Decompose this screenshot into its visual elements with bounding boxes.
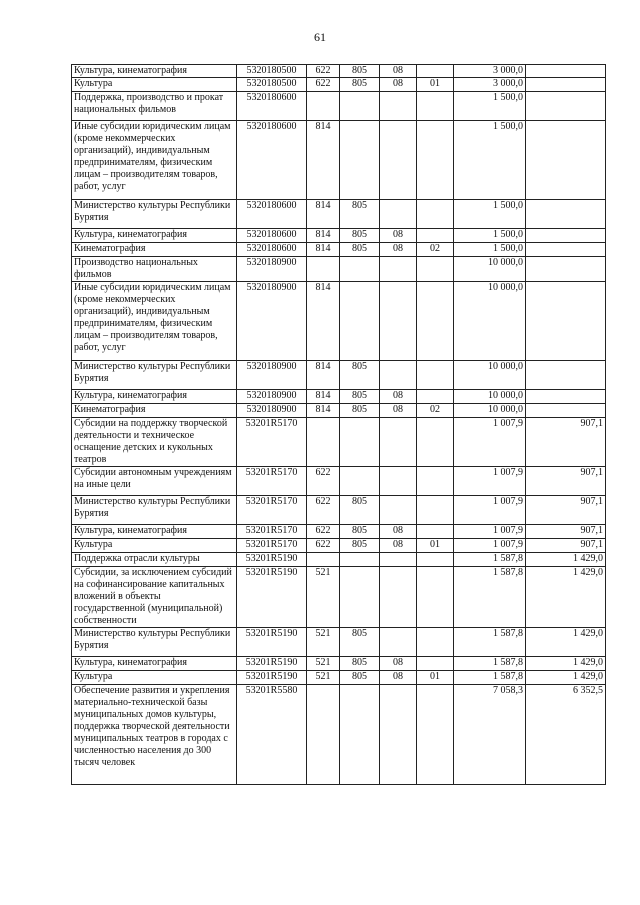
cell-sec [380,200,417,229]
cell-sec [380,553,417,567]
cell-min [340,282,380,361]
cell-a2: 907,1 [526,467,606,496]
cell-name: Субсидии, за исключением субсидий на софинансирование капитальных вложений в объекты государственной (муниципальной) собственности [72,567,237,628]
cell-a1: 1 007,9 [454,467,526,496]
cell-name: Поддержка отрасли культуры [72,553,237,567]
cell-a1: 10 000,0 [454,361,526,390]
cell-code: 5320180900 [237,361,307,390]
cell-sub [417,657,454,671]
cell-sub [417,467,454,496]
cell-a2 [526,282,606,361]
table-row [72,243,606,257]
table-row [72,525,606,539]
table-row [72,496,606,525]
cell-name: Культура, кинематография [72,229,237,243]
table-row [72,229,606,243]
cell-code: 5320180500 [237,78,307,92]
cell-sec: 08 [380,404,417,418]
cell-name: Культура, кинематография [72,65,237,78]
cell-sub: 01 [417,539,454,553]
cell-code: 53201R5190 [237,628,307,657]
cell-sub: 02 [417,404,454,418]
table-row [72,671,606,685]
cell-a1: 3 000,0 [454,65,526,78]
cell-sub [417,361,454,390]
table-row [72,361,606,390]
cell-gr [307,257,340,282]
cell-name: Культура [72,78,237,92]
cell-a1: 1 007,9 [454,496,526,525]
cell-sec [380,567,417,628]
cell-name: Министерство культуры Республики Бурятия [72,628,237,657]
cell-gr: 622 [307,496,340,525]
cell-a2: 1 429,0 [526,628,606,657]
cell-gr [307,92,340,121]
cell-a1: 10 000,0 [454,257,526,282]
cell-name: Кинематография [72,404,237,418]
cell-sec: 08 [380,243,417,257]
cell-a2 [526,361,606,390]
table-row [72,200,606,229]
cell-a2: 1 429,0 [526,657,606,671]
cell-a1: 1 007,9 [454,539,526,553]
cell-sub [417,418,454,467]
cell-sec: 08 [380,390,417,404]
cell-min [340,121,380,200]
table-row [72,657,606,671]
cell-min: 805 [340,657,380,671]
cell-name: Иные субсидии юридическим лицам (кроме некоммерческих организаций), индивидуальным предпринимателям, физическим лицам – производителям товаров, работ, услуг [72,121,237,200]
cell-sub [417,257,454,282]
cell-a1: 10 000,0 [454,404,526,418]
cell-min [340,257,380,282]
cell-min: 805 [340,671,380,685]
cell-min [340,553,380,567]
cell-sub [417,685,454,785]
cell-gr: 814 [307,361,340,390]
cell-sec: 08 [380,671,417,685]
cell-sec: 08 [380,229,417,243]
cell-min: 805 [340,65,380,78]
table-row [72,282,606,361]
cell-gr [307,685,340,785]
cell-a2 [526,65,606,78]
cell-sec [380,418,417,467]
cell-sub [417,65,454,78]
table-row [72,628,606,657]
cell-name: Субсидии на поддержку творческой деятельности и техническое оснащение детских и кукольных театров [72,418,237,467]
cell-min [340,685,380,785]
cell-sub [417,525,454,539]
cell-name: Кинематография [72,243,237,257]
cell-min: 805 [340,243,380,257]
cell-sub [417,628,454,657]
cell-a2: 1 429,0 [526,671,606,685]
cell-name: Культура, кинематография [72,390,237,404]
cell-sec [380,257,417,282]
cell-name: Производство национальных фильмов [72,257,237,282]
table-row [72,539,606,553]
cell-code: 5320180600 [237,229,307,243]
cell-min [340,567,380,628]
cell-sec [380,282,417,361]
cell-gr: 622 [307,539,340,553]
cell-code: 53201R5170 [237,467,307,496]
cell-a1: 1 500,0 [454,121,526,200]
cell-a2 [526,404,606,418]
cell-gr: 622 [307,467,340,496]
cell-gr [307,553,340,567]
cell-sec [380,121,417,200]
cell-code: 5320180600 [237,121,307,200]
cell-code: 5320180900 [237,257,307,282]
page-number: 61 [314,30,326,44]
cell-a2: 1 429,0 [526,553,606,567]
cell-min [340,467,380,496]
cell-a2 [526,92,606,121]
cell-a1: 1 587,8 [454,671,526,685]
cell-a2 [526,257,606,282]
cell-sub [417,553,454,567]
cell-sec [380,361,417,390]
cell-a1: 10 000,0 [454,282,526,361]
cell-a2: 6 352,5 [526,685,606,785]
cell-a2 [526,121,606,200]
cell-a1: 3 000,0 [454,78,526,92]
cell-sec [380,496,417,525]
cell-name: Министерство культуры Республики Бурятия [72,200,237,229]
cell-a1: 1 500,0 [454,92,526,121]
cell-min: 805 [340,525,380,539]
cell-code: 53201R5190 [237,567,307,628]
cell-gr: 814 [307,390,340,404]
table-row [72,685,606,785]
cell-sub [417,496,454,525]
cell-name: Иные субсидии юридическим лицам (кроме некоммерческих организаций), индивидуальным предпринимателям, физическим лицам – производителям товаров, работ, услуг [72,282,237,361]
cell-gr: 521 [307,567,340,628]
cell-a2 [526,200,606,229]
cell-code: 53201R5170 [237,418,307,467]
cell-name: Субсидии автономным учреждениям на иные цели [72,467,237,496]
cell-name: Министерство культуры Республики Бурятия [72,496,237,525]
cell-a1: 7 058,3 [454,685,526,785]
cell-code: 5320180600 [237,92,307,121]
cell-a2: 907,1 [526,418,606,467]
cell-sub [417,92,454,121]
cell-code: 5320180900 [237,390,307,404]
cell-gr [307,418,340,467]
cell-name: Культура [72,671,237,685]
cell-min [340,418,380,467]
table-row [72,121,606,200]
cell-sec: 08 [380,525,417,539]
cell-sub [417,567,454,628]
cell-sec: 08 [380,65,417,78]
cell-name: Министерство культуры Республики Бурятия [72,361,237,390]
cell-sub [417,121,454,200]
cell-gr: 814 [307,243,340,257]
cell-sec: 08 [380,539,417,553]
cell-min [340,92,380,121]
cell-gr: 814 [307,121,340,200]
cell-gr: 814 [307,282,340,361]
cell-sec: 08 [380,657,417,671]
cell-min: 805 [340,229,380,243]
table-row [72,78,606,92]
cell-gr: 814 [307,404,340,418]
table-row [72,65,606,78]
cell-min: 805 [340,200,380,229]
cell-a1: 1 587,8 [454,657,526,671]
cell-min: 805 [340,628,380,657]
cell-name: Поддержка, производство и прокат национальных фильмов [72,92,237,121]
cell-name: Культура, кинематография [72,525,237,539]
cell-code: 5320180900 [237,282,307,361]
cell-sec: 08 [380,78,417,92]
cell-code: 53201R5170 [237,525,307,539]
cell-name: Обеспечение развития и укрепления материально-технической базы муниципальных домов культуры, поддержка творческой деятельности муниципальных театров в городах с численностью населения до 300 тысяч человек [72,685,237,785]
table-row [72,553,606,567]
cell-gr: 521 [307,671,340,685]
cell-code: 53201R5580 [237,685,307,785]
cell-a2: 1 429,0 [526,567,606,628]
cell-code: 53201R5190 [237,671,307,685]
cell-gr: 814 [307,200,340,229]
cell-a1: 1 500,0 [454,200,526,229]
cell-sec [380,685,417,785]
table-row [72,257,606,282]
cell-a2 [526,390,606,404]
cell-a1: 10 000,0 [454,390,526,404]
budget-table [71,64,606,785]
cell-a1: 1 587,8 [454,628,526,657]
cell-gr: 622 [307,65,340,78]
cell-a2: 907,1 [526,496,606,525]
cell-gr: 814 [307,229,340,243]
cell-a1: 1 500,0 [454,243,526,257]
cell-a2 [526,78,606,92]
cell-code: 53201R5190 [237,657,307,671]
cell-sec [380,628,417,657]
cell-gr: 521 [307,657,340,671]
cell-min: 805 [340,78,380,92]
cell-code: 5320180900 [237,404,307,418]
cell-a1: 1 007,9 [454,525,526,539]
cell-min: 805 [340,390,380,404]
cell-min: 805 [340,404,380,418]
cell-sub: 01 [417,78,454,92]
cell-gr: 521 [307,628,340,657]
cell-a2: 907,1 [526,525,606,539]
cell-sub: 02 [417,243,454,257]
table-row [72,404,606,418]
cell-code: 5320180600 [237,243,307,257]
cell-min: 805 [340,361,380,390]
cell-code: 53201R5190 [237,553,307,567]
cell-sub [417,282,454,361]
cell-name: Культура, кинематография [72,657,237,671]
cell-a1: 1 587,8 [454,567,526,628]
table-row [72,567,606,628]
cell-a2 [526,229,606,243]
cell-gr: 622 [307,525,340,539]
table-body [72,65,606,785]
table-row [72,418,606,467]
cell-a1: 1 500,0 [454,229,526,243]
cell-a1: 1 007,9 [454,418,526,467]
cell-gr: 622 [307,78,340,92]
cell-min: 805 [340,496,380,525]
cell-sub: 01 [417,671,454,685]
cell-sub [417,200,454,229]
cell-code: 5320180500 [237,65,307,78]
cell-sec [380,92,417,121]
cell-sec [380,467,417,496]
cell-sub [417,390,454,404]
table-row [72,92,606,121]
cell-a1: 1 587,8 [454,553,526,567]
cell-code: 53201R5170 [237,496,307,525]
cell-name: Культура [72,539,237,553]
cell-a2: 907,1 [526,539,606,553]
cell-a2 [526,243,606,257]
cell-code: 53201R5170 [237,539,307,553]
cell-sub [417,229,454,243]
cell-code: 5320180600 [237,200,307,229]
cell-min: 805 [340,539,380,553]
table-row [72,390,606,404]
table-row [72,467,606,496]
